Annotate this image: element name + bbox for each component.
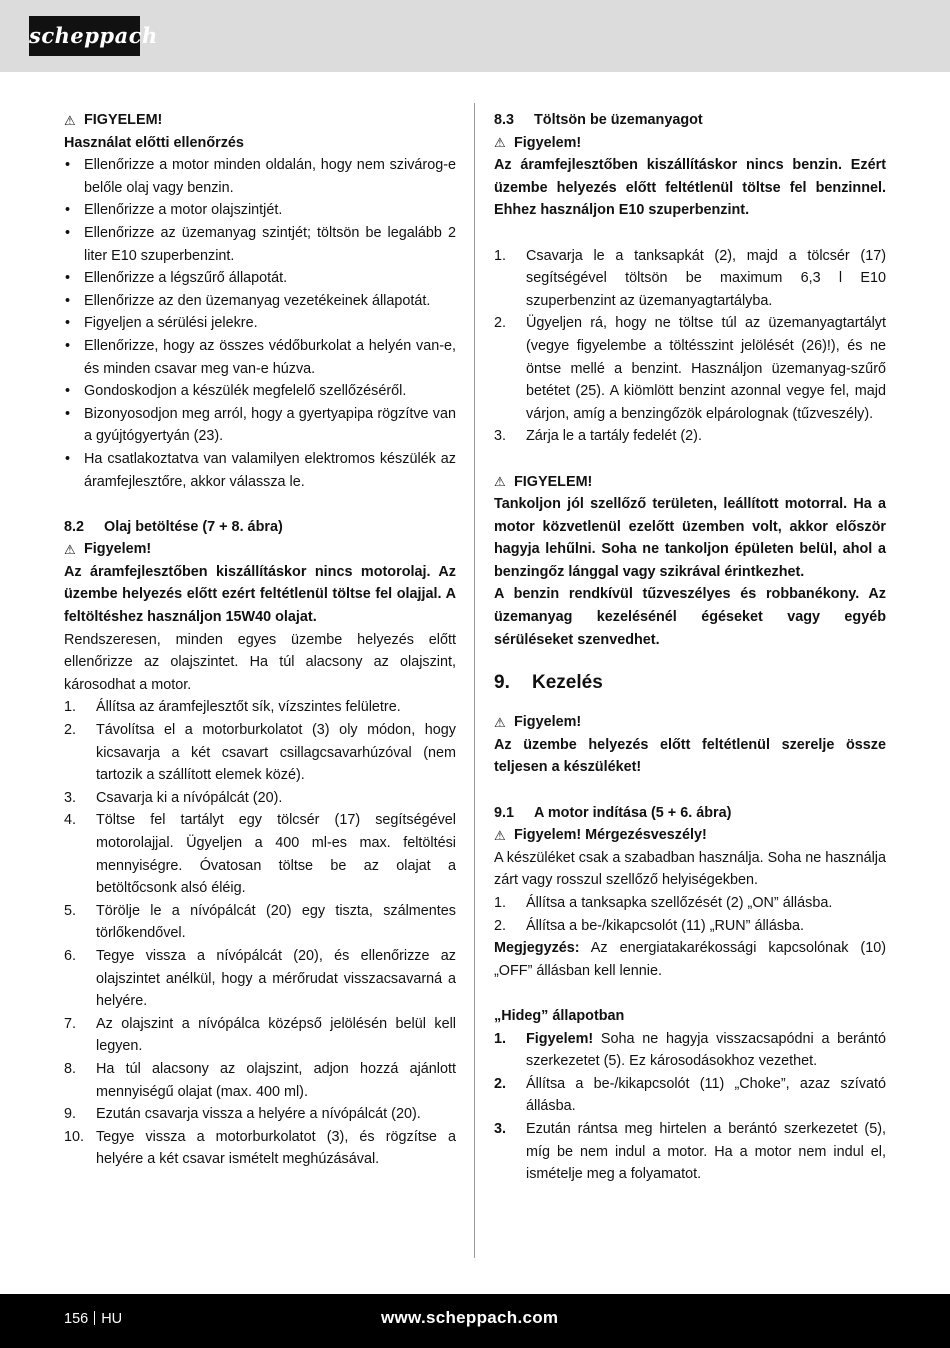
- warning-heading: ⚠ Figyelem!: [64, 541, 152, 558]
- oil-steps-list: [64, 696, 456, 1170]
- bullet-item: • Figyeljen a sérülési jelekre.: [64, 312, 456, 335]
- section-8-3-heading: 8.3 Töltsön be üzemanyagot: [494, 112, 703, 128]
- step-item: [494, 915, 886, 938]
- oil-intro-text: Rendszeresen, minden egyes üzembe helyezés előtt ellenőrizze az olajszintet. Ha túl alacsony az olajszint, károsodhat a motor.: [64, 631, 456, 693]
- step-body: Ügyeljen rá, hogy ne töltse túl az üzemanyagtartályt (vegye figyelembe a töltésszint jelölését (26)!), és ne öntse mellé a benzint. Használjon üzemanyag-szűrő betétet (25). A kiömlött benzint azonnal vegye fel, majd várjon, amíg a benzingőzök elpárolognak (tűzveszély).: [526, 315, 886, 422]
- step-body: Törölje le a nívópálcát (20) egy tiszta, szálmentes törlőkendővel.: [96, 902, 456, 942]
- step-item: [494, 312, 886, 425]
- step-text: [526, 425, 886, 448]
- refuel-warning-text: Tankoljon jól szellőző területen, leállított motorral. Ha a motor közvetlenül ezelőtt üzemben volt, akkor először hagyja lehűlni. Soha ne tankoljon épületen belül, ahol a benzingőz lánggal vagy szikrával érintkezhet.: [494, 496, 886, 580]
- step-text: [526, 892, 886, 915]
- step-body: Tegye vissza a nívópálcát (20), és ellenőrizze az olajszintet anélkül, hogy a mérőrudat visszacsavarná a helyére.: [96, 947, 456, 1010]
- step-number: 1.: [494, 1030, 507, 1047]
- step-item: [64, 1103, 456, 1126]
- step-body: Távolítsa el a motorburkolatot (3) oly módon, hogy kicsavarja a két csavart csillagcsavarhúzóval (nem tartozik a szállított elemek közé).: [96, 722, 456, 784]
- step-body: Ha túl alacsony az olajszint, adjon hozzá ajánlott mennyiségű olajat (max. 400 ml).: [96, 1060, 456, 1100]
- warning-triangle-icon: ⚠: [64, 112, 76, 128]
- step-number: 3.: [494, 428, 507, 445]
- oil-warning-text: Az áramfejlesztőben kiszállításkor nincs motorolaj. Az üzembe helyezés előtt ezért feltétlenül töltse fel olajjal. A feltöltéshez használjon 15W40 olajat.: [64, 563, 456, 626]
- warning-heading: ⚠ FIGYELEM!: [494, 473, 593, 490]
- step-number: 1.: [494, 247, 507, 264]
- step-text: [96, 809, 456, 899]
- bullet-item: • Ellenőrizze, hogy az összes védőburkolat a helyén van-e, és minden csavar meg van-e húzva.: [64, 335, 456, 380]
- outdoor-use-text: A készüléket csak a szabadban használja. Soha ne használja zárt vagy rosszul szellőző helyiségekben.: [494, 849, 887, 889]
- step-number: 9.: [64, 1106, 77, 1123]
- warning-heading: ⚠ Figyelem!: [494, 134, 582, 151]
- step-text: [96, 1103, 456, 1126]
- bullet-item: • Ellenőrizze a motor olajszintjét.: [64, 199, 456, 222]
- step-lead: Figyelem!: [526, 1030, 594, 1047]
- bullet-item: • Bizonyosodjon meg arról, hogy a gyertyapipa rögzítve van a gyújtógyertyán (23).: [64, 403, 456, 448]
- page-number: 156 HU: [64, 1311, 123, 1327]
- step-item: [494, 892, 886, 915]
- precheck-list: [64, 154, 456, 493]
- bullet-item: • Ha csatlakoztatva van valamilyen elektromos készülék az áramfejlesztőre, akkor válassza le.: [64, 448, 456, 493]
- step-text: [96, 1013, 456, 1058]
- step-item: [64, 696, 456, 719]
- step-body: Csavarja le a tanksapkát (2), majd a tölcsér (17) segítségével töltsön be maximum 6,3 l E10 szuperbenzint az üzemanyagtartályba.: [526, 247, 886, 309]
- bullet-item: • Ellenőrizze az üzemanyag szintjét; töltsön be legalább 2 liter E10 szuperbenzint.: [64, 222, 456, 267]
- step-text: [96, 900, 456, 945]
- step-number: 3.: [64, 789, 77, 806]
- step-item: [494, 425, 886, 448]
- start-steps-list: [494, 892, 886, 937]
- step-text: [96, 1126, 456, 1171]
- cold-steps-list: [494, 1028, 886, 1186]
- fire-warning-text: A benzin rendkívül tűzveszélyes és robbanékony. Az üzemanyag kezelésénél égéseket vagy egyéb sérüléseket szenvedhet.: [494, 586, 886, 648]
- step-text: [96, 696, 456, 719]
- section-9-1-heading: 9.1 A motor indítása (5 + 6. ábra): [494, 804, 732, 821]
- left-column: [64, 109, 456, 1171]
- warning-triangle-icon: ⚠: [64, 542, 76, 558]
- warning-triangle-icon: ⚠: [494, 474, 506, 490]
- step-text: [96, 945, 456, 1013]
- step-number: 4.: [64, 812, 77, 829]
- step-text: [96, 719, 456, 787]
- step-body: Töltse fel tartályt egy tölcsér (17) segítségével motorolajjal. Ügyeljen a 400 ml-es max. feltöltési mennyiségre. Óvatosan töltse be az olajat a betöltőcsonk alsó éléig.: [96, 812, 456, 897]
- cold-state-title: „Hideg” állapotban: [494, 1007, 625, 1024]
- step-body: Állítsa a tanksapka szellőzését (2) „ON” állásba.: [526, 895, 833, 911]
- column-divider: [474, 103, 475, 1258]
- step-item: [494, 245, 886, 313]
- brand-logo: scheppach: [29, 16, 140, 56]
- step-body: Csavarja ki a nívópálcát (20).: [96, 789, 283, 806]
- bullet-item: • Ellenőrizze a motor minden oldalán, hogy nem szivárog-e belőle olaj vagy benzin.: [64, 154, 456, 199]
- right-column: [494, 109, 886, 1186]
- precheck-title: Használat előtti ellenőrzés: [64, 134, 244, 151]
- step-item: [64, 1013, 456, 1058]
- step-item: [64, 719, 456, 787]
- step-item: [64, 809, 456, 899]
- step-body: Állítsa a be-/kikapcsolót (11) „Choke”, azaz szívató állásba.: [526, 1075, 886, 1115]
- step-number: 10.: [64, 1128, 85, 1145]
- step-number: 2.: [64, 722, 77, 739]
- step-body: Soha ne hagyja visszacsapódni a berántó szerkezetet (5). Ez károsodásokhoz vezethet.: [526, 1030, 886, 1070]
- step-body: Ezután rántsa meg hirtelen a berántó szerkezetet (5), míg be nem indul a motor. Ha a motor nem indul el, ismételje meg a folyamatot.: [526, 1120, 886, 1183]
- step-item: [494, 1118, 886, 1186]
- bullet-item: • Ellenőrizze a légszűrő állapotát.: [64, 267, 456, 290]
- website-link[interactable]: www.scheppach.com: [381, 1308, 559, 1327]
- step-body: Állítsa a be-/kikapcsolót (11) „RUN” állásba.: [526, 917, 805, 934]
- step-body: Ezután csavarja vissza a helyére a nívópálcát (20).: [96, 1106, 421, 1123]
- step-body: Tegye vissza a motorburkolatot (3), és rögzítse a helyére a két csavar ismételt meghúzásával.: [96, 1128, 456, 1168]
- step-number: 2.: [494, 917, 507, 934]
- step-number: 2.: [494, 1075, 507, 1092]
- step-number: 5.: [64, 902, 77, 919]
- bullet-item: • Gondoskodjon a készülék megfelelő szellőzéséről.: [64, 380, 456, 403]
- step-item: [64, 945, 456, 1013]
- warning-triangle-icon: ⚠: [494, 135, 506, 151]
- warning-triangle-icon: ⚠: [494, 828, 506, 844]
- step-number: 8.: [64, 1060, 77, 1077]
- step-number: 2.: [494, 315, 507, 332]
- step-text: [96, 1058, 456, 1103]
- step-text: [526, 245, 886, 313]
- step-number: 3.: [494, 1120, 507, 1137]
- section-8-2-heading: 8.2 Olaj betöltése (7 + 8. ábra): [64, 518, 283, 535]
- footer-bar: [0, 1294, 950, 1348]
- step-number: 6.: [64, 947, 77, 964]
- step-text: [526, 915, 886, 938]
- step-text: [526, 1028, 886, 1073]
- warning-heading: ⚠ Figyelem!: [494, 714, 582, 731]
- step-text: [526, 1118, 886, 1186]
- step-item: [64, 787, 456, 810]
- header-bar: [0, 0, 950, 72]
- fuel-warning-text: Az áramfejlesztőben kiszállításkor nincs benzin. Ezért üzembe helyezés előtt feltétlenül töltse fel benzinnel. Ehhez használjon E10 szuperbenzint.: [494, 157, 886, 219]
- bullet-item: • Ellenőrizze az den üzemanyag vezetékeinek állapotát.: [64, 290, 456, 313]
- step-item: [494, 1073, 886, 1118]
- warning-triangle-icon: ⚠: [494, 715, 506, 731]
- step-number: 1.: [64, 699, 77, 716]
- section-9-heading: 9. Kezelés: [494, 672, 603, 694]
- step-text: [526, 1073, 886, 1118]
- step-number: 1.: [494, 895, 507, 911]
- step-item: [64, 1058, 456, 1103]
- warning-heading: ⚠ FIGYELEM!: [64, 112, 163, 128]
- step-item: [494, 1028, 886, 1073]
- assembly-warning-text: Az üzembe helyezés előtt feltétlenül szerelje össze teljesen a készüléket!: [494, 736, 886, 776]
- step-body: Zárja le a tartály fedelét (2).: [526, 428, 702, 445]
- step-item: [64, 1126, 456, 1171]
- step-item: [64, 900, 456, 945]
- step-text: [526, 312, 886, 425]
- step-body: Az olajszint a nívópálca középső jelölésén belül kell legyen.: [96, 1015, 456, 1055]
- note-text: Megjegyzés: Az energiatakarékossági kapcsolónak (10) „OFF” állásban kell lennie.: [494, 940, 886, 979]
- step-number: 7.: [64, 1015, 77, 1032]
- warning-heading: ⚠ Figyelem! Mérgezésveszély!: [494, 827, 707, 844]
- fuel-steps-list: [494, 245, 886, 448]
- step-body: Állítsa az áramfejlesztőt sík, vízszintes felületre.: [96, 699, 401, 716]
- step-text: [96, 787, 456, 810]
